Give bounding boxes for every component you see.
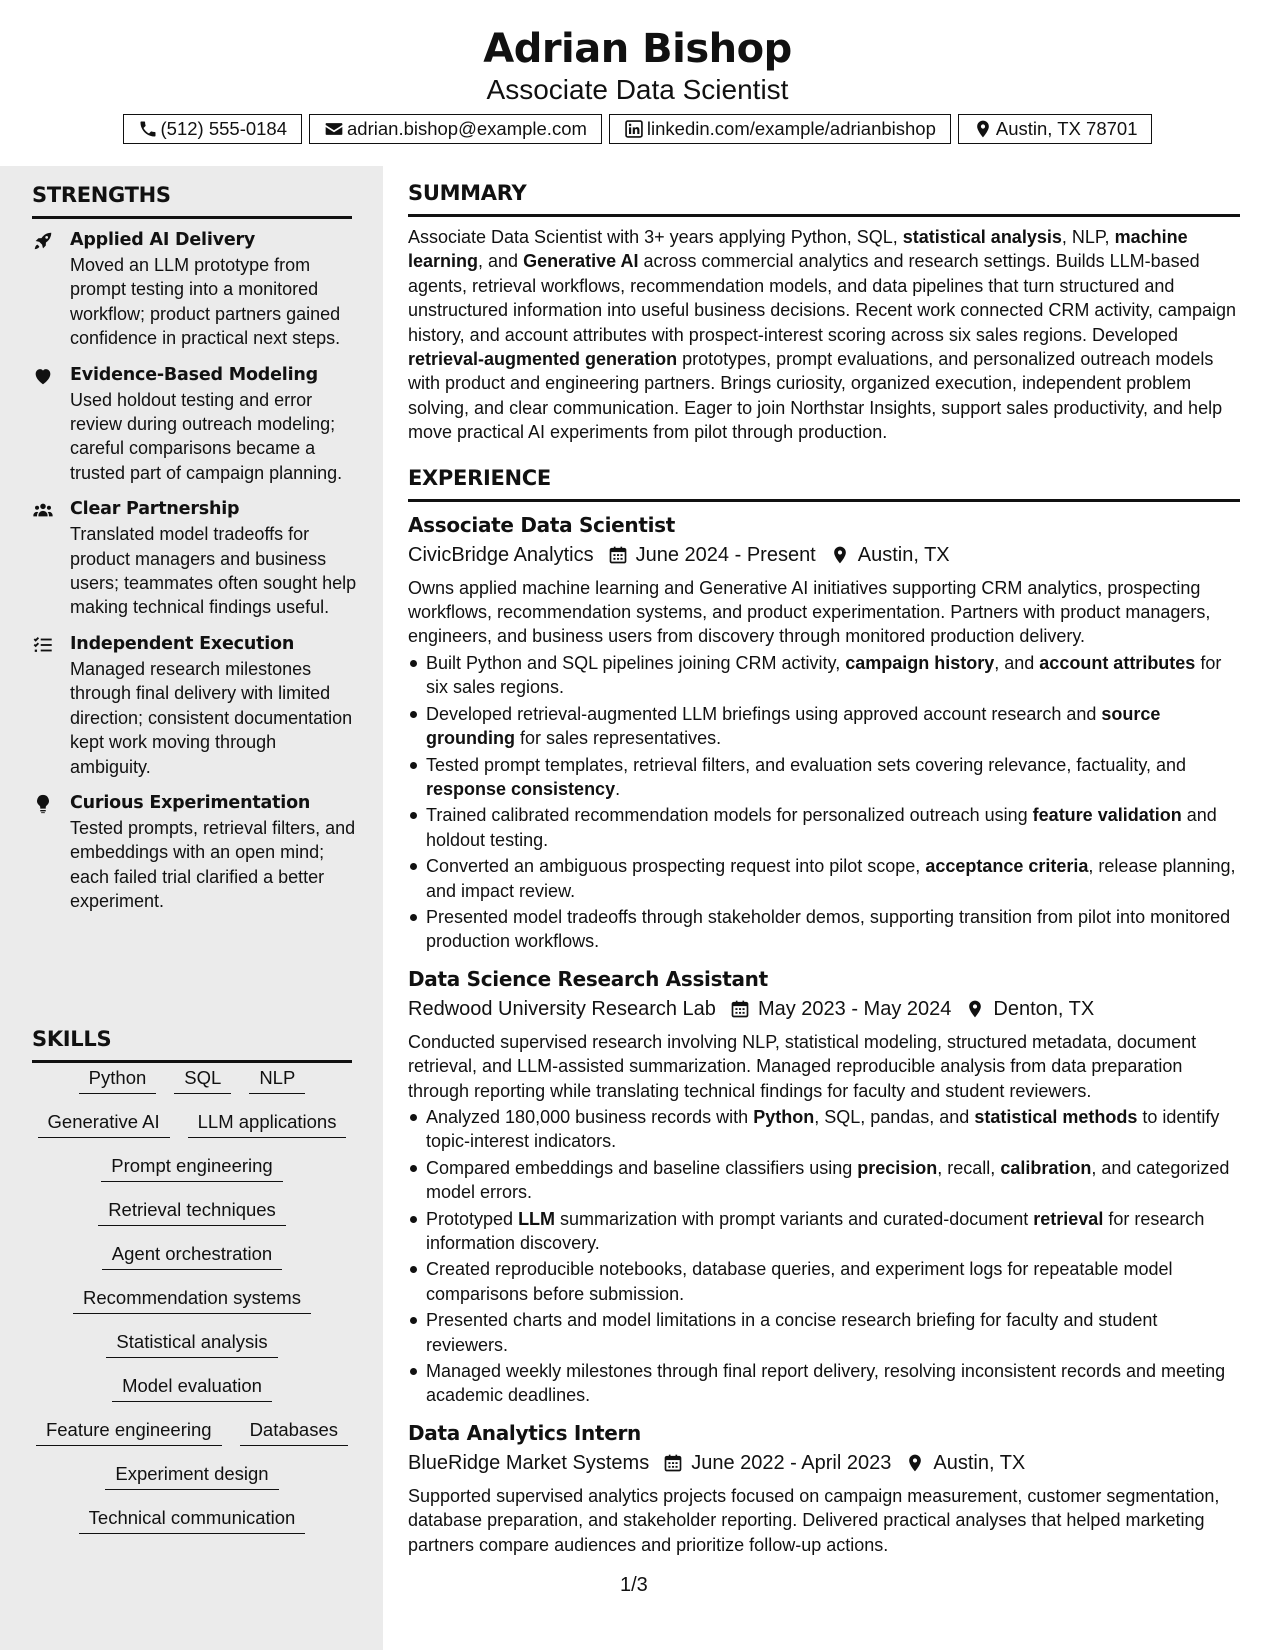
job-meta — [408, 994, 1240, 1024]
job-entry — [408, 510, 1240, 954]
strength-item — [32, 497, 357, 620]
page-number: 1/3 — [620, 1574, 648, 1596]
job-title: Data Science Research Assistant — [408, 966, 768, 991]
strength-description: Translated model tradeoffs for product managers and business users; teammates often sought help making technical findings useful. — [70, 524, 357, 618]
map-pin-icon — [905, 1453, 925, 1473]
linkedin-icon — [624, 119, 644, 139]
job-dates: June 2022 - April 2023 — [691, 1451, 892, 1474]
strength-item — [32, 363, 357, 486]
skills-list — [32, 1064, 352, 1534]
heart-icon — [32, 365, 54, 387]
strength-description: Managed research milestones through final delivery with limited direction; consistent documentation kept work moving through ambiguity. — [70, 658, 353, 777]
strength-title: Curious Experimentation — [70, 792, 311, 813]
job-description: Supported supervised analytics projects focused on campaign measurement, customer segmentation, database preparation, and stakeholder reporting. Delivered practical analyses that helped marketing partners compare audiences and prioritize follow-up actions. — [408, 1485, 1220, 1555]
bullet-item: Presented charts and model limitations in a concise research briefing for faculty and student reviewers. — [408, 1308, 1240, 1357]
bullet-item: Compared embeddings and baseline classifiers using precision, recall, calibration, and categorized model errors. — [408, 1156, 1240, 1205]
envelope-icon — [324, 119, 344, 139]
contact-bar — [0, 114, 1275, 144]
bullet-item: Converted an ambiguous prospecting request into pilot scope, acceptance criteria, release planning, and impact review. — [408, 854, 1240, 903]
job-description: Owns applied machine learning and Generative AI initiatives supporting CRM analytics, prospecting workflows, recommendation systems, and product experimentation. Partners with product managers, engineers, and business users from discovery through monitored production delivery. — [408, 577, 1211, 647]
job-title: Associate Data Scientist — [408, 512, 676, 537]
skill-tag: Generative AI — [38, 1108, 170, 1138]
strength-title: Clear Partnership — [70, 499, 240, 520]
calendar-icon — [608, 545, 628, 565]
strength-title: Evidence-Based Modeling — [70, 364, 318, 385]
strength-item — [32, 632, 357, 779]
job-location: Austin, TX — [933, 1451, 1026, 1474]
bullet-item: Created reproducible notebooks, database queries, and experiment logs for repeatable model comparisons before submission. — [408, 1257, 1240, 1306]
bullet-item: Developed retrieval-augmented LLM briefings using approved account research and source grounding for sales representatives. — [408, 702, 1240, 751]
contact-linkedin-text: linkedin.com/example/adrianbishop — [646, 118, 936, 139]
bullet-item: Presented model tradeoffs through stakeholder demos, supporting transition from pilot into monitored production workflows. — [408, 905, 1240, 954]
skill-tag: Databases — [240, 1416, 348, 1446]
strengths-list — [32, 228, 357, 926]
job-meta — [408, 1448, 1240, 1478]
skill-tag: NLP — [249, 1064, 305, 1094]
bullet-item: Built Python and SQL pipelines joining CRM activity, campaign history, and account attributes for six sales regions. — [408, 651, 1240, 700]
bullet-item: Tested prompt templates, retrieval filters, and evaluation sets covering relevance, factuality, and response consistency. — [408, 753, 1240, 802]
bullet-item: Trained calibrated recommendation models for personalized outreach using feature validation and holdout testing. — [408, 803, 1240, 852]
contact-email-text: adrian.bishop@example.com — [347, 118, 587, 139]
contact-location[interactable] — [958, 114, 1153, 144]
skill-tag: Experiment design — [105, 1460, 278, 1490]
bullet-item: Prototyped LLM summarization with prompt variants and curated-document retrieval for research information discovery. — [408, 1207, 1240, 1256]
job-meta — [408, 540, 1240, 570]
job-bullets — [408, 1105, 1240, 1408]
summary-text: Associate Data Scientist with 3+ years applying Python, SQL, statistical analysis, NLP, machine learning, and Generative AI across commercial analytics and research settings. Builds LLM-based agents, retrieval workflows, recommendation models, and data pipelines that turn structured and unstructured information into useful business decisions. Recent work connected CRM activity, campaign history, and account attributes with prospect-interest scoring across six sales regions. Developed retrieval-augmented generation prototypes, prompt evaluations, and personalized outreach models with product and engineering partners. Brings curiosity, organized execution, independent problem solving, and clear communication. Eager to join Northstar Insights, support sales productivity, and help move practical AI experiments from pilot through production. — [408, 227, 1237, 443]
checklist-icon — [32, 634, 54, 656]
job-entry — [408, 1418, 1240, 1557]
strength-item — [32, 228, 357, 351]
strength-title: Independent Execution — [70, 633, 295, 654]
strength-description: Used holdout testing and error review during outreach modeling; careful comparisons became a trusted part of campaign planning. — [70, 389, 343, 483]
skill-tag: SQL — [174, 1064, 231, 1094]
bullet-item: Analyzed 180,000 business records with Python, SQL, pandas, and statistical methods to identify topic-interest indicators. — [408, 1105, 1240, 1154]
resume-header — [0, 0, 1275, 166]
phone-icon — [138, 119, 158, 139]
skill-tag: Model evaluation — [112, 1372, 272, 1402]
job-company: Redwood University Research Lab — [408, 997, 716, 1020]
contact-phone[interactable] — [123, 114, 303, 144]
experience-heading: EXPERIENCE — [408, 465, 1240, 502]
strength-description: Tested prompts, retrieval filters, and embeddings with an open mind; each failed trial clarified a better experiment. — [70, 817, 356, 912]
contact-location-text: Austin, TX 78701 — [995, 118, 1138, 139]
job-location: Austin, TX — [857, 543, 950, 566]
skill-tag: Feature engineering — [36, 1416, 222, 1446]
users-icon — [32, 499, 54, 521]
strength-description: Moved an LLM prototype from prompt testing into a monitored workflow; product partners gained confidence in practical next steps. — [70, 255, 341, 349]
strength-title: Applied AI Delivery — [70, 230, 256, 250]
skill-tag: Retrieval techniques — [98, 1196, 286, 1226]
skill-tag: Agent orchestration — [102, 1240, 282, 1270]
candidate-name: Adrian Bishop — [483, 26, 792, 72]
job-entry — [408, 964, 1240, 1408]
map-pin-icon — [965, 999, 985, 1019]
skills-heading: SKILLS — [32, 1026, 352, 1063]
rocket-icon — [32, 230, 54, 252]
job-dates: May 2023 - May 2024 — [757, 997, 952, 1020]
map-pin-icon — [830, 545, 850, 565]
job-description: Conducted supervised research involving NLP, statistical modeling, structured metadata, document retrieval, and LLM-assisted summarization. Managed reproducible analysis from data preparation through reporting while translating technical findings for faculty and student reviewers. — [408, 1031, 1197, 1101]
bullet-item: Managed weekly milestones through final report delivery, resolving inconsistent records and meeting academic deadlines. — [408, 1359, 1240, 1408]
job-location: Denton, TX — [993, 997, 1095, 1020]
skill-tag: LLM applications — [188, 1108, 347, 1138]
skill-tag: Prompt engineering — [101, 1152, 282, 1182]
job-company: BlueRidge Market Systems — [408, 1451, 650, 1474]
skill-tag: Python — [79, 1064, 157, 1094]
map-pin-icon — [973, 119, 993, 139]
strengths-heading: STRENGTHS — [32, 182, 352, 219]
job-title: Data Analytics Intern — [408, 1420, 641, 1445]
main-column — [408, 180, 1240, 1557]
contact-phone-text: (512) 555-0184 — [160, 118, 288, 139]
skill-tag: Recommendation systems — [73, 1284, 311, 1314]
candidate-title: Associate Data Scientist — [486, 74, 789, 105]
calendar-icon — [730, 999, 750, 1019]
job-company: CivicBridge Analytics — [408, 543, 594, 566]
lightbulb-icon — [32, 793, 54, 815]
job-dates: June 2024 - Present — [635, 543, 816, 566]
skill-tag: Statistical analysis — [106, 1328, 277, 1358]
calendar-icon — [663, 1453, 683, 1473]
skill-tag: Technical communication — [79, 1504, 306, 1534]
strength-item — [32, 791, 357, 914]
contact-email[interactable] — [309, 114, 602, 144]
summary-heading: SUMMARY — [408, 180, 1240, 217]
contact-linkedin[interactable] — [609, 114, 951, 144]
job-bullets — [408, 651, 1240, 954]
